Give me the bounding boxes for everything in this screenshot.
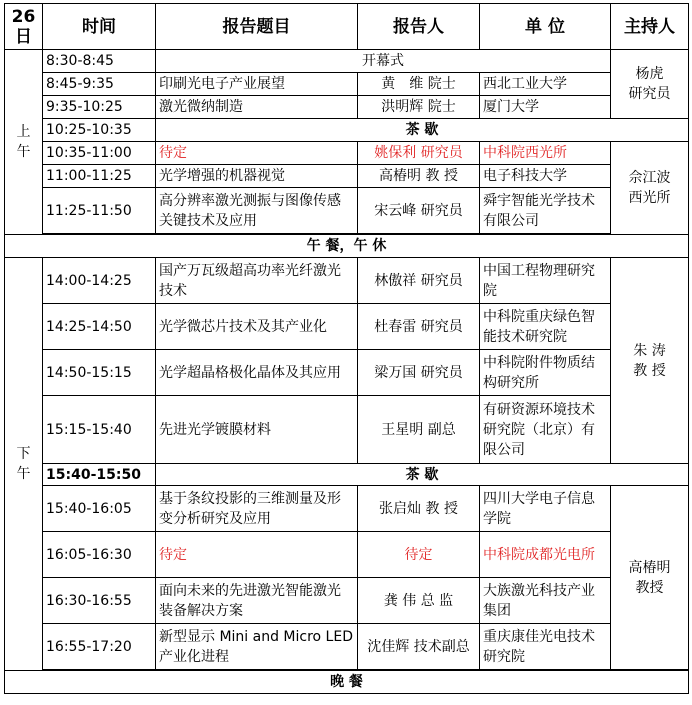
header-time: 时间 [43,4,156,50]
talk-title: 面向未来的先进激光智能激光装备解决方案 [156,578,358,624]
unit-cell: 重庆康佳光电技术研究院 [480,624,611,670]
unit-cell: 西北工业大学 [480,73,611,96]
afternoon-label: 下 午 [5,258,43,671]
table-row [5,165,689,188]
talk-title: 待定 [156,142,358,165]
speaker-cell: 林傲祥 研究员 [358,258,480,304]
unit-cell: 中科院西光所 [480,142,611,165]
time-cell: 14:50-15:15 [43,350,156,396]
time-cell: 15:40-15:50 [43,464,156,486]
table-row [5,50,689,73]
time-cell: 16:55-17:20 [43,624,156,670]
table-row [5,258,689,304]
time-cell: 16:30-16:55 [43,578,156,624]
speaker-cell: 高椿明 教 授 [358,165,480,188]
lunch-label: 午 餐，午 休 [5,235,689,258]
dinner-row [5,671,689,694]
talk-title: 激光微纳制造 [156,96,358,119]
unit-cell: 有研资源环境技术研究院（北京）有限公司 [480,396,611,464]
unit-cell: 中国工程物理研究院 [480,258,611,304]
speaker-cell: 沈佳辉 技术副总 [358,624,480,670]
time-cell: 16:05-16:30 [43,532,156,578]
unit-cell: 电子科技大学 [480,165,611,188]
speaker-cell: 姚保利 研究员 [358,142,480,165]
time-cell: 15:40-16:05 [43,486,156,532]
table-row [5,304,689,350]
table-row [5,578,689,624]
dinner-label: 晚 餐 [5,671,689,694]
time-cell: 10:35-11:00 [43,142,156,165]
header-host: 主持人 [611,4,689,50]
table-row [5,396,689,464]
talk-title: 高分辨率激光测振与图像传感关键技术及应用 [156,188,358,234]
time-cell: 8:30-8:45 [43,50,156,73]
talk-title: 光学超晶格极化晶体及其应用 [156,350,358,396]
speaker-cell: 宋云峰 研究员 [358,188,480,234]
header-day: 26日 [5,4,43,50]
speaker-cell: 待定 [358,532,480,578]
header-row [5,4,689,50]
conference-schedule-table [4,3,689,694]
talk-title: 国产万瓦级超高功率光纤激光技术 [156,258,358,304]
speaker-cell: 王星明 副总 [358,396,480,464]
table-row [5,532,689,578]
table-row [5,188,689,234]
tea-break-row [5,464,689,486]
header-title: 报告题目 [156,4,358,50]
talk-title: 待定 [156,532,358,578]
time-cell: 15:15-15:40 [43,396,156,464]
tea-break-label: 茶 歇 [156,119,689,142]
unit-cell: 舜宇智能光学技术有限公司 [480,188,611,234]
afternoon-host-b: 高椿明 教授 [611,486,689,670]
morning-host-a: 杨虎 研究员 [611,50,689,119]
time-cell: 10:25-10:35 [43,119,156,142]
opening-ceremony: 开幕式 [156,50,611,73]
tea-break-row [5,119,689,142]
table-row [5,486,689,532]
tea-break-label: 茶 歇 [156,464,689,486]
table-row [5,142,689,165]
talk-title: 新型显示 Mini and Micro LED 产业化进程 [156,624,358,670]
speaker-cell: 洪明辉 院士 [358,96,480,119]
header-unit: 单 位 [480,4,611,50]
unit-cell: 中科院成都光电所 [480,532,611,578]
talk-title: 印刷光电子产业展望 [156,73,358,96]
unit-cell: 厦门大学 [480,96,611,119]
lunch-row [5,235,689,258]
table-row [5,624,689,670]
talk-title: 先进光学镀膜材料 [156,396,358,464]
table-row [5,73,689,96]
talk-title: 光学微芯片技术及其产业化 [156,304,358,350]
time-cell: 14:00-14:25 [43,258,156,304]
speaker-cell: 龚 伟 总 监 [358,578,480,624]
talk-title: 光学增强的机器视觉 [156,165,358,188]
talk-title: 基于条纹投影的三维测量及形变分析研究及应用 [156,486,358,532]
afternoon-host-a: 朱 涛 教 授 [611,258,689,464]
time-cell: 8:45-9:35 [43,73,156,96]
unit-cell: 大族激光科技产业集团 [480,578,611,624]
morning-label: 上 午 [5,50,43,235]
morning-host-b: 佘江波 西光所 [611,142,689,235]
time-cell: 9:35-10:25 [43,96,156,119]
time-cell: 11:25-11:50 [43,188,156,234]
table-row [5,350,689,396]
unit-cell: 中科院重庆绿色智能技术研究院 [480,304,611,350]
speaker-cell: 张启灿 教 授 [358,486,480,532]
unit-cell: 中科院附件物质结构研究所 [480,350,611,396]
unit-cell: 四川大学电子信息学院 [480,486,611,532]
speaker-cell: 黄 维 院士 [358,73,480,96]
speaker-cell: 杜春雷 研究员 [358,304,480,350]
time-cell: 11:00-11:25 [43,165,156,188]
time-cell: 14:25-14:50 [43,304,156,350]
table-row [5,96,689,119]
speaker-cell: 梁万国 研究员 [358,350,480,396]
header-speaker: 报告人 [358,4,480,50]
